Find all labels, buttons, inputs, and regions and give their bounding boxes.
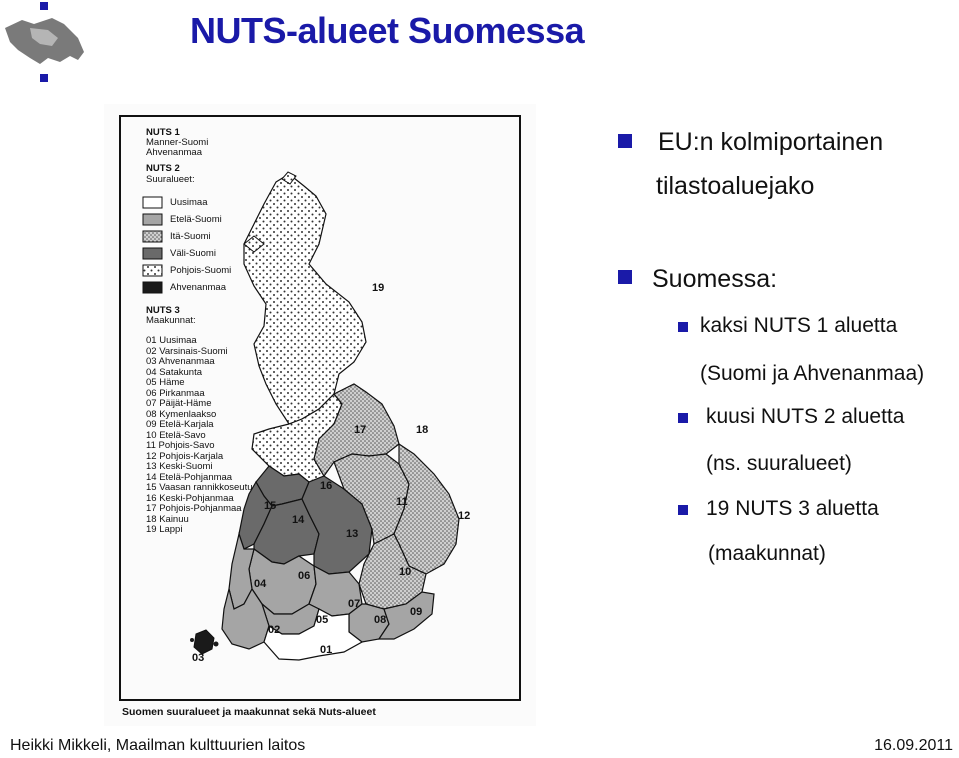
region-label-14: 14 <box>292 514 305 526</box>
bullet-1-line-1: EU:n kolmiportainen <box>658 128 884 156</box>
sub-bullet-3-line-2: (maakunnat) <box>708 542 826 565</box>
legend-nuts3-item: 11 Pohjois-Savo <box>146 440 215 451</box>
sub-bullet-1-line-2: (Suomi ja Ahvenanmaa) <box>700 362 925 385</box>
legend-nuts3-item: 02 Varsinais-Suomi <box>146 345 228 357</box>
legend-nuts3-item: 09 Etelä-Karjala <box>146 419 214 430</box>
legend-nuts3-item: 03 Ahvenanmaa <box>146 356 215 367</box>
swatch-ita-suomi <box>143 231 162 242</box>
swatch-ahvenanmaa <box>143 282 162 293</box>
legend-nuts3-item: 18 Kainuu <box>146 513 189 525</box>
page-title: NUTS-alueet Suomessa <box>190 10 585 51</box>
legend-nuts2-item: Itä-Suomi <box>170 231 211 242</box>
legend-nuts1-item: Manner-Suomi <box>146 137 209 148</box>
sub-bullet-square-icon <box>678 322 688 332</box>
region-label-06: 06 <box>298 570 311 582</box>
region-label-07: 07 <box>348 598 361 610</box>
region-label-15: 15 <box>264 500 277 512</box>
region-label-05: 05 <box>316 614 329 626</box>
swatch-uusimaa <box>143 197 162 208</box>
region-label-12: 12 <box>458 510 471 522</box>
region-label-16: 16 <box>320 480 333 492</box>
legend-nuts2-item: Ahvenanmaa <box>170 282 226 293</box>
legend-nuts2-subheading: Suuralueet: <box>146 174 195 185</box>
legend-nuts2-item: Etelä-Suomi <box>170 214 222 225</box>
sub-bullet-2-line-1: kuusi NUTS 2 aluetta <box>706 405 905 428</box>
legend-nuts2-heading: NUTS 2 <box>146 163 180 174</box>
region-label-03: 03 <box>192 652 205 664</box>
legend-nuts3-item: 01 Uusimaa <box>146 335 197 346</box>
bullet-2: Suomessa: <box>652 265 778 293</box>
legend-nuts1-heading: NUTS 1 <box>146 127 180 138</box>
bullet-square-icon <box>618 134 632 148</box>
region-label-08: 08 <box>374 614 387 626</box>
legend-nuts3-item: 05 Häme <box>146 377 185 388</box>
legend-nuts3-item: 10 Etelä-Savo <box>146 429 206 441</box>
swatch-pohjois-suomi <box>143 265 162 276</box>
legend-nuts3-item: 16 Keski-Pohjanmaa <box>146 492 234 504</box>
region-label-09: 09 <box>410 606 423 618</box>
legend-nuts3-subheading: Maakunnat: <box>146 315 196 326</box>
university-logo <box>0 0 95 90</box>
legend-nuts3-item: 17 Pohjois-Pohjanmaa <box>146 503 242 514</box>
legend-nuts3-item: 19 Lappi <box>146 524 183 535</box>
sub-bullet-2-line-2: (ns. suuralueet) <box>706 452 852 475</box>
legend-nuts3-item: 13 Keski-Suomi <box>146 461 213 472</box>
swatch-vali-suomi <box>143 248 162 259</box>
footer-author: Heikki Mikkeli, Maailman kulttuurien laitos <box>10 737 306 754</box>
footer-date: 16.09.2011 <box>874 737 953 754</box>
legend-nuts2-item: Pohjois-Suomi <box>170 265 232 276</box>
region-label-17: 17 <box>354 424 367 436</box>
sub-bullet-square-icon <box>678 413 688 423</box>
legend-nuts3-list <box>146 336 253 536</box>
region-label-01: 01 <box>320 644 333 656</box>
legend-nuts1-item: Ahvenanmaa <box>146 147 202 158</box>
legend-nuts3-heading: NUTS 3 <box>146 305 180 316</box>
region-label-02: 02 <box>268 624 281 636</box>
legend-nuts2-item: Uusimaa <box>170 197 208 208</box>
sub-bullet-3-line-1: 19 NUTS 3 aluetta <box>706 497 879 520</box>
legend-nuts3-item: 12 Pohjois-Karjala <box>146 450 224 462</box>
region-label-18: 18 <box>416 424 429 436</box>
legend-nuts3-item: 07 Päijät-Häme <box>146 398 212 409</box>
region-label-13: 13 <box>346 528 359 540</box>
legend-nuts3-item: 06 Pirkanmaa <box>146 387 205 399</box>
region-label-19: 19 <box>372 282 385 294</box>
bullet-1-line-2: tilastoaluejako <box>656 172 815 200</box>
legend-nuts3-item: 04 Satakunta <box>146 366 202 378</box>
sub-bullet-square-icon <box>678 505 688 515</box>
legend-nuts3-item: 15 Vaasan rannikkoseutu <box>146 482 253 493</box>
legend-nuts2-item: Väli-Suomi <box>170 248 216 259</box>
region-label-11: 11 <box>396 496 408 508</box>
region-label-10: 10 <box>399 566 412 578</box>
legend-nuts3-item: 08 Kymenlaakso <box>146 408 217 420</box>
nuts-map-figure <box>104 104 536 726</box>
legend-nuts3-item: 14 Etelä-Pohjanmaa <box>146 471 233 483</box>
region-ahvenanmaa <box>194 630 214 654</box>
bullet-square-icon <box>618 270 632 284</box>
map-caption: Suomen suuralueet ja maakunnat sekä Nuts-alueet <box>122 706 376 718</box>
region-label-04: 04 <box>254 578 267 590</box>
swatch-etela-suomi <box>143 214 162 225</box>
sub-bullet-1-line-1: kaksi NUTS 1 aluetta <box>700 314 898 337</box>
